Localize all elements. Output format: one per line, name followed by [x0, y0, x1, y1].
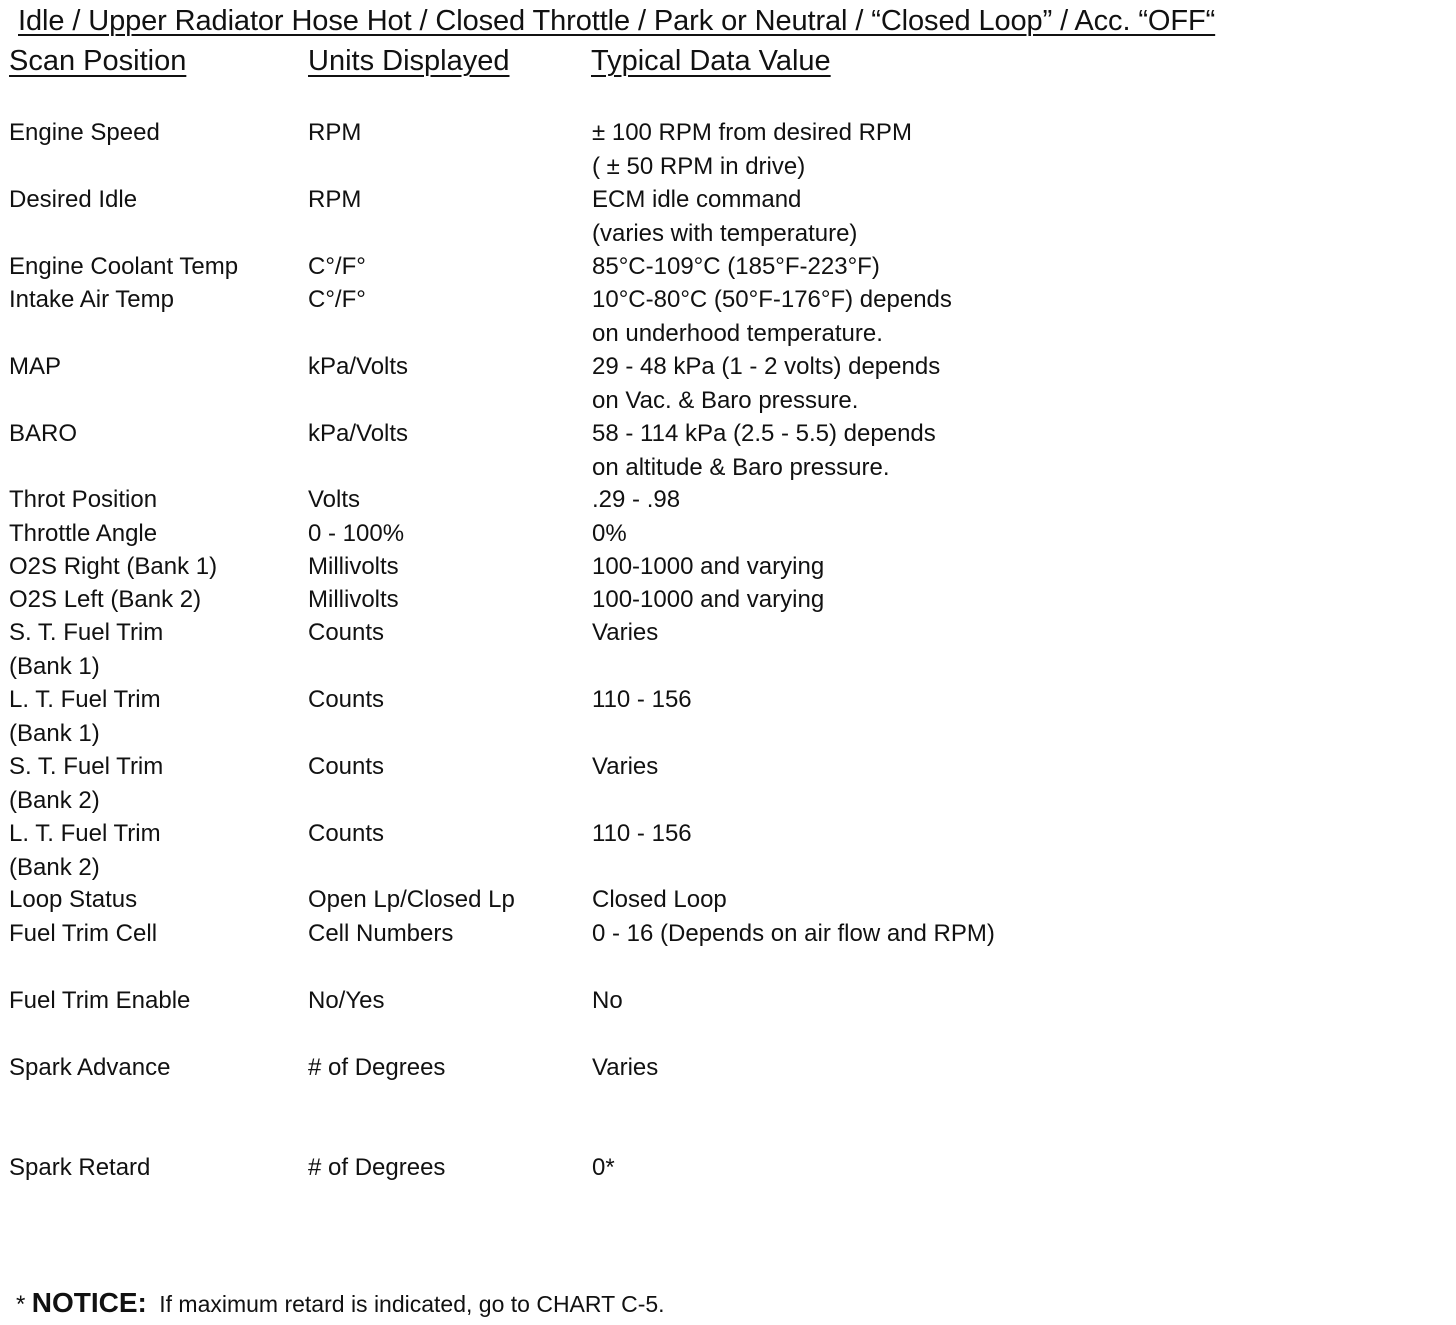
units-cell: RPM: [308, 186, 362, 213]
units-cell: No/Yes: [308, 987, 385, 1014]
scan-position-cell: [9, 483, 157, 517]
scan-position-cell: [9, 183, 137, 217]
typical-value-line: 100-1000 and varying: [592, 553, 825, 580]
notice-label: NOTICE:: [31, 1287, 147, 1318]
typical-value-line: 110 - 156: [592, 686, 692, 713]
notice-text: If maximum retard is indicated, go to CHART C-5.: [159, 1291, 665, 1317]
scan-position-line: Spark Advance: [9, 1054, 171, 1081]
typical-value-line: ± 100 RPM from desired RPM: [592, 119, 912, 146]
typical-value-line: 29 - 48 kPa (1 - 2 volts) depends: [592, 353, 941, 380]
scan-position-cell: [9, 583, 201, 617]
scan-position-line: Engine Coolant Temp: [9, 253, 239, 280]
scan-position-line: S. T. Fuel Trim: [9, 753, 164, 780]
typical-value-cell: [592, 550, 824, 584]
typical-value-cell: [592, 283, 952, 350]
scan-position-cell: [9, 817, 161, 884]
typical-value-cell: [592, 683, 692, 717]
scan-position-line: MAP: [9, 353, 62, 380]
scan-position-line: L. T. Fuel Trim: [9, 686, 161, 713]
units-cell: # of Degrees: [308, 1154, 446, 1181]
scan-position-line: Loop Status: [9, 886, 138, 913]
header-scan-position: Scan Position: [9, 45, 187, 77]
units-cell: Millivolts: [308, 553, 399, 580]
scan-position-cell: [9, 683, 161, 750]
typical-value-line: .29 - .98: [592, 486, 681, 513]
typical-value-cell: [592, 984, 623, 1018]
scan-position-line: (Bank 2): [9, 853, 100, 881]
typical-value-line: ( ± 50 RPM in drive): [592, 152, 806, 180]
typical-value-cell: [592, 183, 857, 250]
units-cell: Open Lp/Closed Lp: [308, 886, 515, 913]
units-cell: C°/F°: [308, 253, 366, 280]
typical-value-cell: [592, 250, 880, 284]
typical-value-line: on Vac. & Baro pressure.: [592, 386, 859, 414]
header-typical-data-value: Typical Data Value: [591, 45, 831, 77]
typical-value-line: 10°C-80°C (50°F-176°F) depends: [592, 286, 952, 313]
typical-value-line: 110 - 156: [592, 820, 692, 847]
units-cell: C°/F°: [308, 286, 366, 313]
typical-value-cell: [592, 817, 692, 851]
scan-position-line: (Bank 2): [9, 786, 100, 814]
typical-value-cell: [592, 350, 940, 417]
scan-position-cell: [9, 1151, 150, 1185]
units-cell: 0 - 100%: [308, 520, 405, 547]
typical-value-line: No: [592, 987, 623, 1014]
units-cell: Counts: [308, 820, 385, 847]
notice: [16, 1283, 665, 1325]
scan-position-line: Throt Position: [9, 486, 158, 513]
typical-value-cell: [592, 483, 680, 517]
scan-position-cell: [9, 417, 77, 451]
scan-position-cell: [9, 750, 163, 817]
scan-position-line: Fuel Trim Enable: [9, 987, 191, 1014]
units-cell: Counts: [308, 686, 385, 713]
page-title: Idle / Upper Radiator Hose Hot / Closed Throttle / Park or Neutral / “Closed Loop” / Acc. “OFF“: [18, 5, 1216, 37]
typical-value-line: 0*: [592, 1154, 615, 1181]
typical-value-cell: [592, 417, 936, 484]
scan-position-line: Desired Idle: [9, 186, 138, 213]
scan-position-cell: [9, 550, 217, 584]
scan-position-line: O2S Left (Bank 2): [9, 586, 202, 613]
typical-value-line: 0 - 16 (Depends on air flow and RPM): [592, 920, 995, 947]
typical-value-cell: [592, 116, 912, 183]
units-cell: Millivolts: [308, 586, 399, 613]
units-cell: Cell Numbers: [308, 920, 454, 947]
scan-position-line: Spark Retard: [9, 1154, 151, 1181]
typical-value-line: 100-1000 and varying: [592, 586, 825, 613]
typical-value-cell: [592, 750, 658, 784]
scan-position-line: S. T. Fuel Trim: [9, 619, 164, 646]
typical-value-line: on underhood temperature.: [592, 319, 883, 347]
typical-value-cell: [592, 583, 824, 617]
typical-value-line: 0%: [592, 520, 627, 547]
typical-value-cell: [592, 1151, 615, 1185]
scan-position-cell: [9, 250, 238, 284]
units-cell: # of Degrees: [308, 1054, 446, 1081]
typical-value-line: on altitude & Baro pressure.: [592, 453, 890, 481]
scan-position-line: Intake Air Temp: [9, 286, 174, 313]
notice-asterisk: *: [16, 1291, 26, 1318]
scan-position-cell: [9, 917, 157, 951]
scan-position-line: Fuel Trim Cell: [9, 920, 158, 947]
typical-value-line: Varies: [592, 753, 659, 780]
scan-position-line: O2S Right (Bank 1): [9, 553, 218, 580]
units-cell: kPa/Volts: [308, 353, 409, 380]
scan-position-line: (Bank 1): [9, 652, 100, 680]
scan-position-cell: [9, 883, 137, 917]
scan-position-cell: [9, 283, 174, 317]
scan-position-line: BARO: [9, 420, 78, 447]
typical-value-cell: [592, 917, 995, 951]
scan-position-cell: [9, 616, 163, 683]
scan-position-line: Engine Speed: [9, 119, 160, 146]
typical-value-cell: [592, 517, 627, 551]
typical-value-line: ECM idle command: [592, 186, 802, 213]
typical-value-line: Varies: [592, 1054, 659, 1081]
scan-position-cell: [9, 116, 160, 150]
units-cell: Counts: [308, 753, 385, 780]
units-cell: Volts: [308, 486, 361, 513]
typical-value-line: Varies: [592, 619, 659, 646]
header-units-displayed: Units Displayed: [308, 45, 510, 77]
scan-position-line: L. T. Fuel Trim: [9, 820, 161, 847]
scan-position-cell: [9, 984, 190, 1018]
scan-position-cell: [9, 350, 61, 384]
scan-position-line: (Bank 1): [9, 719, 100, 747]
typical-value-line: 58 - 114 kPa (2.5 - 5.5) depends: [592, 420, 936, 447]
units-cell: Counts: [308, 619, 385, 646]
scan-position-cell: [9, 517, 157, 551]
typical-value-cell: [592, 1051, 658, 1085]
units-cell: RPM: [308, 119, 362, 146]
units-cell: kPa/Volts: [308, 420, 409, 447]
typical-value-cell: [592, 883, 727, 917]
typical-value-cell: [592, 616, 658, 650]
scan-position-cell: [9, 1051, 170, 1085]
scan-position-line: Throttle Angle: [9, 520, 158, 547]
typical-value-line: (varies with temperature): [592, 219, 858, 247]
typical-value-line: 85°C-109°C (185°F-223°F): [592, 253, 880, 280]
typical-value-line: Closed Loop: [592, 886, 727, 913]
